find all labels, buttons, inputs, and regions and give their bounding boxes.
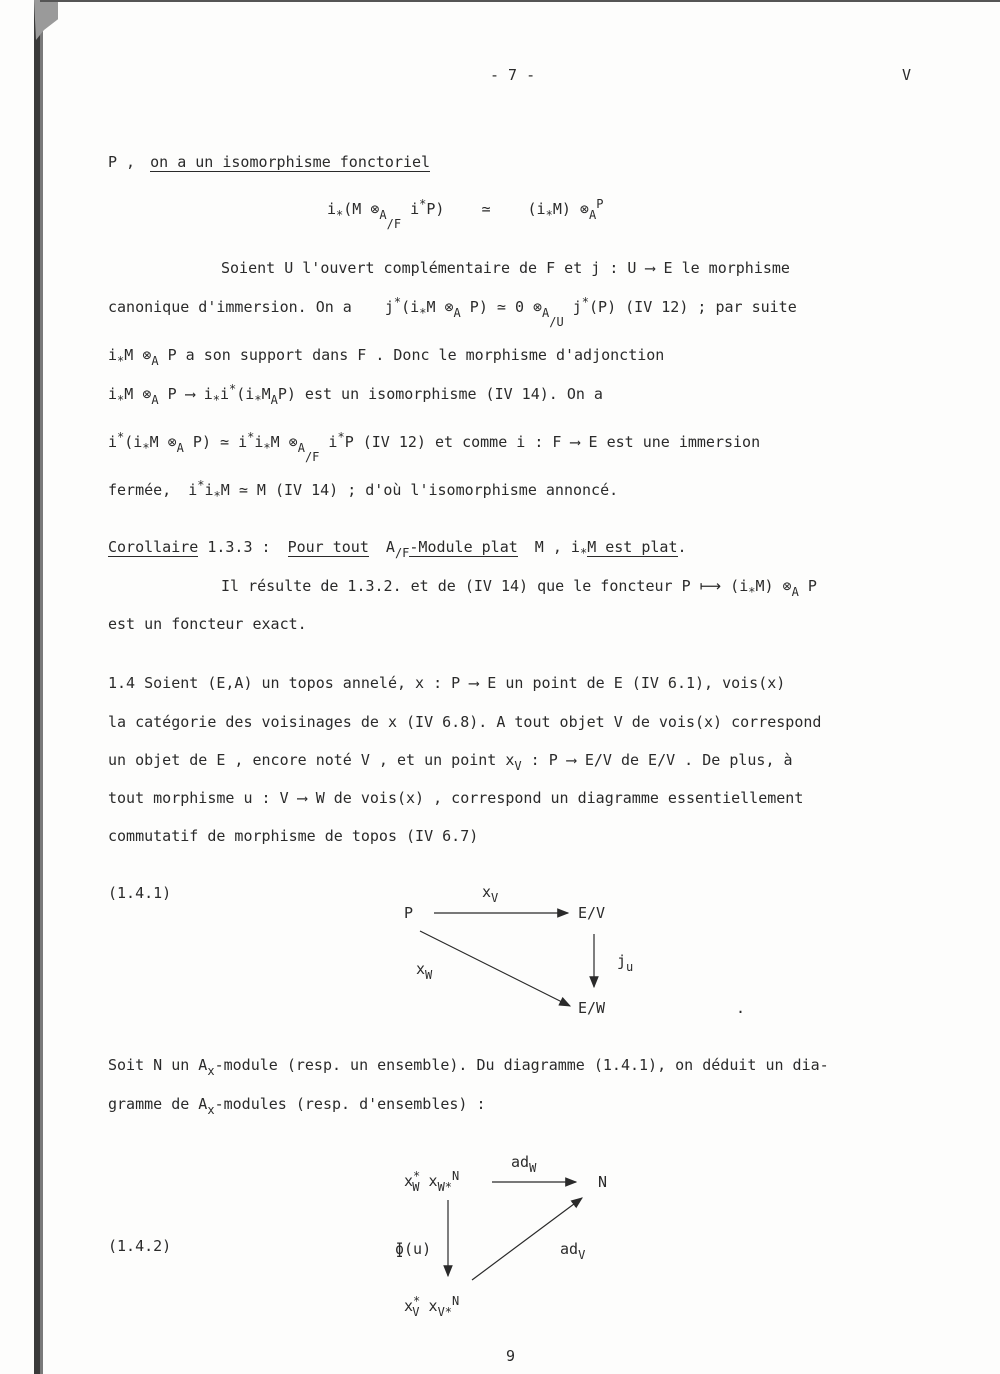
section14-line5: commutatif de morphisme de topos (IV 6.7) [108, 827, 479, 845]
diagram1-dot: . [736, 999, 746, 1017]
p2l3-c: P a son support dans F . Donc le morphisme d'adjonction [167, 346, 665, 364]
d2-bl-x: x [404, 1297, 414, 1315]
s14l3-b: : P ⟶ E/V de E/V . De plus, à [530, 751, 793, 769]
p2l4-star4: * [254, 393, 262, 407]
p2l2-e: P) ≃ 0 ⊗ [469, 298, 543, 316]
d1-j-sub: u [626, 960, 634, 974]
p2l4-star2: * [212, 393, 221, 407]
diagram1-node-EV: E/V [578, 904, 606, 922]
cproof-star: * [748, 585, 756, 599]
p2l5-f: M ⊗ [270, 433, 298, 451]
p2l3-b: M ⊗ [124, 346, 152, 364]
d2-adV: ad [560, 1240, 579, 1258]
formula-tensor: ⊗ [370, 200, 380, 218]
p2l4-subA: A [151, 393, 159, 407]
d1-xW-sub: W [425, 968, 433, 982]
p3l2-sub: x [207, 1103, 215, 1117]
d1-xV: x [482, 883, 492, 901]
p2l3-i: i [108, 346, 118, 364]
d2-bl-N: N [452, 1294, 460, 1308]
p2l3-star: * [117, 354, 125, 368]
p2l5-slashF: /F [304, 450, 320, 464]
formula-A2: A [588, 208, 597, 222]
p2l3-subA: A [151, 354, 159, 368]
d2-adW: ad [511, 1153, 530, 1171]
p2l4-b: M ⊗ [124, 385, 152, 403]
p2l4-f: M [261, 385, 271, 403]
d2-bl-star2: * [444, 1305, 453, 1319]
s14l3-a: un objet de E , encore noté V , et un point x [108, 751, 515, 769]
corollary-M: M , [534, 538, 562, 556]
p2l2-subU: /U [549, 315, 564, 329]
corollary-dot: . [677, 538, 687, 556]
d2-tl-x: x [404, 1172, 414, 1190]
formula-slashF: /F [386, 217, 402, 231]
d2-tl-sub2: W [437, 1180, 445, 1194]
formula-P: P) [426, 200, 445, 218]
diagram2-node-bottom-left [404, 1294, 460, 1319]
p2l4-star3: * [229, 382, 237, 396]
p2l2-subA: A [453, 306, 461, 320]
d2-bl-star: * [413, 1294, 421, 1308]
diagram2-label-adW [511, 1153, 537, 1175]
p2l2-j: j [384, 298, 394, 316]
p2l6-star2: * [213, 489, 221, 503]
diagram2-label-adV [560, 1240, 586, 1262]
p3l2-a: gramme de A [108, 1095, 208, 1113]
p2l6-i: i [188, 481, 198, 499]
p2l5-star3: * [247, 430, 255, 444]
diagram2-node-top-left [404, 1169, 460, 1194]
d1-xW: x [416, 960, 426, 978]
corollary-proof-line2: est un foncteur exact. [108, 615, 307, 633]
diagram1-node-EW: E/W [578, 999, 606, 1017]
p2l5-subA2: A [297, 441, 305, 455]
p2l5-d: P) ≃ i [192, 433, 248, 451]
d1-xV-sub: V [491, 891, 499, 905]
corollary-est-plat: M est plat [587, 538, 678, 556]
formula-star3: * [545, 208, 553, 222]
section14-line1: 1.4 Soient (E,A) un topos annelé, x : P ⟶ E un point de E (IV 6.1), vois(x) [108, 674, 786, 692]
arrow-xW [420, 931, 570, 1006]
p2l2-c: (i [401, 298, 420, 316]
s14l3-sub: V [514, 759, 522, 773]
corollary-F: /F [394, 546, 410, 560]
formula-i2: i [410, 200, 420, 218]
p2l5-star: * [117, 430, 125, 444]
p2l2-a: canonique d'immersion. On a [108, 298, 352, 316]
diagram2-label: (1.4.2) [108, 1237, 172, 1255]
para3-line1 [108, 1056, 829, 1078]
d2-tl-N: N [452, 1169, 460, 1183]
para1-underlined: on a un isomorphisme fonctoriel [150, 153, 431, 171]
p2l6-d: M ≃ M (IV 14) ; d'où l'isomorphisme annoncé. [220, 481, 619, 499]
p2l5-star5: * [337, 430, 345, 444]
d2-adW-sub: W [529, 1161, 537, 1175]
chapter-label: V [902, 66, 912, 84]
arrow-adV [472, 1198, 582, 1280]
d1-j: j [617, 952, 627, 970]
p2l4-d: i [220, 385, 230, 403]
diagram2-node-N: N [598, 1173, 608, 1191]
corollary-module-plat: -Module plat [409, 538, 518, 556]
diagram2-label-phi: ɸ(u) [395, 1240, 432, 1258]
p2l5-h: P (IV 12) et comme i : F ⟶ E est une immersion [344, 433, 761, 451]
p3l1-sub: x [207, 1064, 215, 1078]
p2l5-b: (i [124, 433, 143, 451]
corollary-number: 1.3.3 : [207, 538, 271, 556]
formula-star2: * [419, 197, 427, 211]
p2l4-e: (i [236, 385, 255, 403]
p2l4-i: i [108, 385, 118, 403]
p3l2-b: -modules (resp. d'ensembles) : [214, 1095, 486, 1113]
para2-line1: Soient U l'ouvert complémentaire de F et j : U ⟶ E le morphisme [221, 259, 790, 277]
formula-rhs: (i [527, 200, 546, 218]
d2-adV-sub: V [578, 1248, 586, 1262]
d2-tl-star: * [413, 1169, 421, 1183]
p3l1-a: Soit N un A [108, 1056, 208, 1074]
p2l2-d: M ⊗ [426, 298, 454, 316]
corollary-star: * [579, 546, 588, 560]
p2l2-subA2: A [542, 306, 550, 320]
p2l5-i: i [108, 433, 118, 451]
p2l2-j2: j [572, 298, 582, 316]
p2l5-i3: i [328, 433, 338, 451]
p2l2-g: (P) (IV 12) ; par suite [589, 298, 797, 316]
corollary-label: Corollaire [108, 538, 199, 556]
cproof-b: M) ⊗ [755, 577, 792, 595]
p2l4-c: P ⟶ i [167, 385, 213, 403]
p2l2-star2: * [419, 306, 427, 320]
section14-line4: tout morphisme u : V ⟶ W de vois(x) , correspond un diagramme essentiellement [108, 789, 804, 807]
section14-line2: la catégorie des voisinages de x (IV 6.8). A tout objet V de vois(x) correspond [108, 713, 822, 731]
para3-line2 [108, 1095, 486, 1117]
p2l2-star3: * [581, 295, 590, 309]
cproof-subA: A [791, 585, 799, 599]
para1-lead: P , [108, 153, 136, 171]
corollary-A: A [385, 538, 395, 556]
p2l5-c: M ⊗ [149, 433, 177, 451]
cproof-c: P [807, 577, 817, 595]
p2l4-g: P) est un isomorphisme (IV 14). On a [277, 385, 603, 403]
d2-bl-x2: x [428, 1297, 438, 1315]
formula-i: i [327, 200, 337, 218]
formula-M: M [352, 200, 362, 218]
d2-bl-sub: V [412, 1305, 420, 1319]
p2l6-a: fermée, [108, 481, 172, 499]
d2-tl-star2: * [444, 1180, 453, 1194]
cproof-a: Il résulte de 1.3.2. et de (IV 14) que le foncteur P ⟼ (i [221, 577, 749, 595]
formula-star: * [336, 208, 344, 222]
d2-tl-sub: W [412, 1180, 420, 1194]
p2l6-i2: i [204, 481, 214, 499]
diagram1-node-P: P [404, 904, 414, 922]
diagram1-label: (1.4.1) [108, 884, 172, 902]
p2l5-star2: * [142, 441, 150, 455]
page-number: - 7 - [490, 66, 536, 84]
p2l5-star4: * [263, 441, 271, 455]
footer-mark: 9 [506, 1347, 516, 1365]
p2l5-subA: A [176, 441, 184, 455]
formula-simeq: ≃ [481, 200, 491, 218]
d2-bl-sub2: V [437, 1305, 445, 1319]
formula-tensor2: ⊗ [579, 200, 589, 218]
p2l6-star: * [197, 478, 205, 492]
formula-paren: ( [343, 200, 353, 218]
corollary-i: i [570, 538, 580, 556]
corollary-pour-tout: Pour tout [287, 538, 369, 556]
p2l5-e: i [254, 433, 264, 451]
p2l4-star: * [117, 393, 125, 407]
formula-rhsP: P [596, 197, 604, 211]
formula-A: A [379, 208, 387, 222]
d2-tl-x2: x [428, 1172, 438, 1190]
p2l2-star: * [393, 295, 402, 309]
p3l1-b: -module (resp. un ensemble). Du diagramme (1.4.1), on déduit un dia- [214, 1056, 829, 1074]
formula-rhsM: M) [552, 200, 571, 218]
p2l4-subA2: A [270, 393, 278, 407]
